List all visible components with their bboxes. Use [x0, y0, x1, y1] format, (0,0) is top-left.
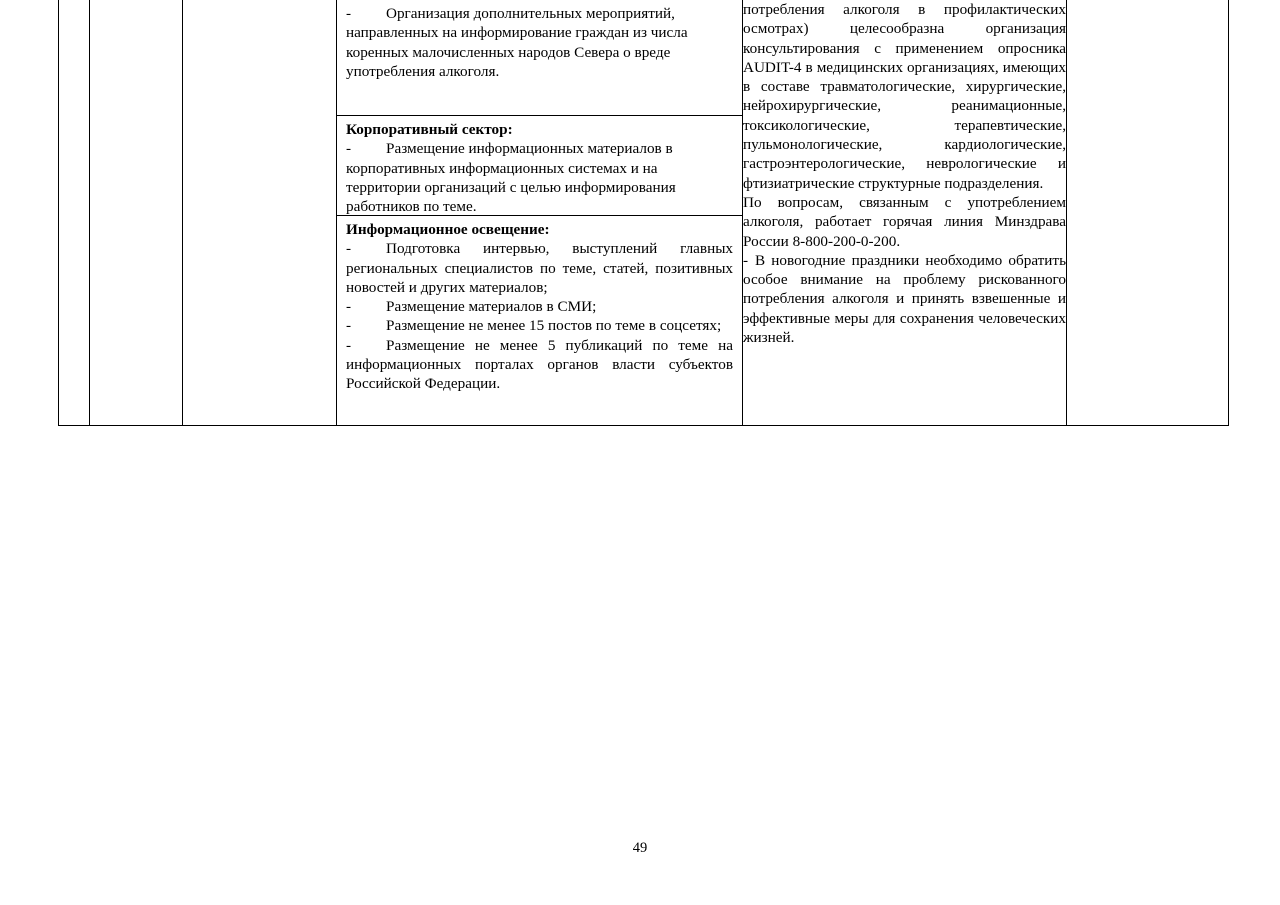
list-marker: -: [346, 5, 352, 22]
table-cell-column-6: [1067, 0, 1229, 426]
measures-block-information-coverage: [337, 216, 742, 426]
measure-item: [346, 316, 733, 335]
measure-item-text: Размещение информационных материалов в корпоративных информационных системах и на территории организаций с целью информирования работников по теме.: [346, 140, 676, 216]
table-cell-measures: [337, 0, 743, 426]
table-cell-column-2: [90, 0, 183, 426]
block-body: [337, 116, 742, 215]
measures-block-row: [337, 0, 742, 116]
table-cell-column-1: [59, 0, 90, 426]
list-marker: -: [346, 298, 352, 316]
measures-block-corporate-sector: [337, 116, 742, 216]
measure-item: [346, 139, 733, 216]
measure-item-text: Организация дополнительных мероприятий, направленных на информирование граждан из числа коренных малочисленных народов Севера о вреде употребления алкоголя.: [346, 5, 688, 80]
list-marker: -: [346, 240, 352, 258]
block-body: [337, 216, 742, 425]
block-body: [337, 0, 742, 115]
table-row: [59, 0, 1229, 426]
continued-data-table: [58, 0, 1229, 426]
measures-block-additional-events: [337, 0, 742, 116]
measure-item-text: Размещение не менее 5 публикаций по теме на информационных порталах органов власти субъектов Российской Федерации.: [346, 336, 733, 393]
measure-item: [346, 4, 733, 81]
measure-item: [346, 297, 733, 316]
recommendation-paragraph-newyear-text: В новогодние праздники необходимо обратить особое внимание на проблему рискованного потребления алкоголя и принять взвешенные и эффективные меры для сохранения человеческих жизней.: [743, 251, 1066, 347]
recommendation-paragraph-newyear: [743, 251, 1066, 347]
recommendation-paragraph-hotline: По вопросам, связанным с употреблением алкоголя, работает горячая линия Минздрава России 8-800-200-0-200.: [743, 193, 1066, 250]
measures-block-row: [337, 116, 742, 216]
list-marker: -: [346, 140, 352, 158]
measures-block-row: [337, 216, 742, 426]
measure-item-text: Подготовка интервью, выступлений главных региональных специалистов по теме, статей, позитивных новостей и других материалов;: [346, 240, 733, 296]
table-cell-recommendations: [743, 0, 1067, 426]
measure-item: [346, 336, 733, 394]
block-heading: Корпоративный сектор:: [346, 121, 513, 138]
list-marker: -: [743, 251, 749, 269]
list-marker: -: [346, 317, 352, 335]
measure-item: [346, 239, 733, 297]
table-cell-column-3: [183, 0, 337, 426]
recommendation-paragraph-audit4: потребления алкоголя в профилактических осмотрах) целесообразна организация консультирования с применением опросника AUDIT-4 в медицинских организациях, имеющих в составе травматологические, хирургические, нейрохирургические, реанимационные, токсикологические, терапевтические, пульмонологические, кардиологические, гастроэнтерологические, неврологические и фтизиатрические структурные подразделения.: [743, 1, 1066, 192]
block-heading: Информационное освещение:: [346, 221, 550, 238]
measure-item-text: Размещение не менее 15 постов по теме в соцсетях;: [386, 317, 722, 335]
measure-item-text: Размещение материалов в СМИ;: [386, 298, 597, 316]
measures-block-stack: [337, 0, 742, 425]
page-number: 49: [632, 840, 648, 856]
list-marker: -: [346, 336, 352, 354]
